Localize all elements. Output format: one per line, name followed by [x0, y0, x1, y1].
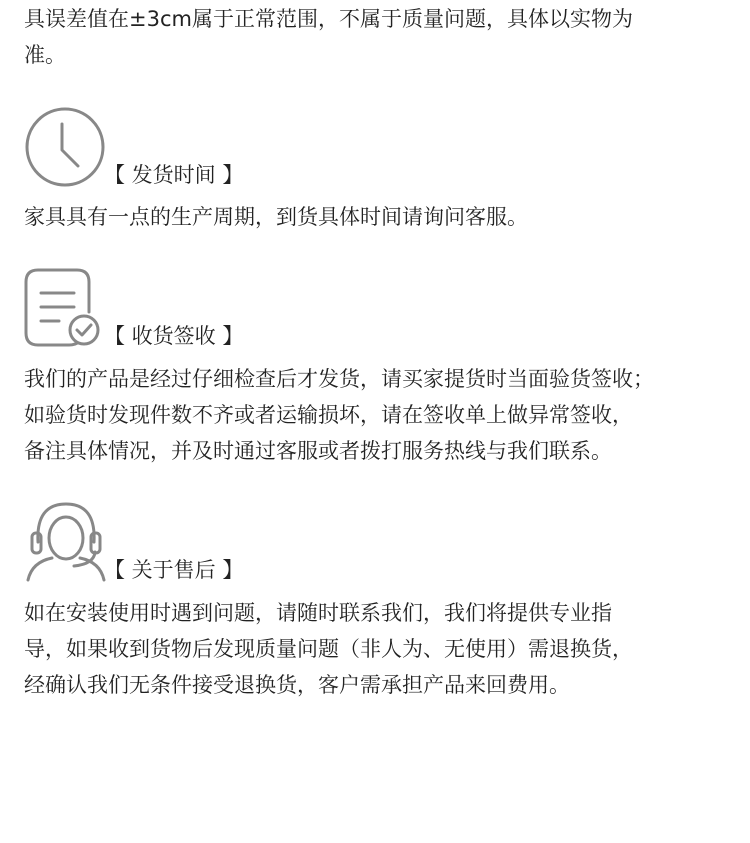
section-body-after-sales: 如在安装使用时遇到问题，请随时联系我们，我们将提供专业指 导，如果收到货物后发现质量问题（非人为、无使用）需退换货， 经确认我们无条件接受退换货，客户需承担产品来回费用。 — [24, 601, 633, 697]
document-check-icon — [24, 268, 104, 350]
clock-icon — [24, 106, 106, 188]
section-title-receiving: 【 收货签收 】 — [104, 324, 244, 348]
section-title-shipping: 【 发货时间 】 — [104, 163, 244, 187]
customer-service-icon — [24, 500, 108, 582]
section-body-shipping: 家具具有一点的生产周期，到货具体时间请询问客服。 — [24, 205, 528, 229]
section-body-receiving: 我们的产品是经过仔细检查后才发货，请买家提货时当面验货签收； 如验货时发现件数不齐或者运输损坏，请在签收单上做异常签收， 备注具体情况，并及时通过客服或者拨打服务热线与我们联系。 — [24, 367, 654, 463]
section-title-after-sales: 【 关于售后 】 — [104, 558, 244, 582]
intro-text: 具误差值在±3cm属于正常范围，不属于质量问题，具体以实物为 准。 — [24, 7, 633, 67]
